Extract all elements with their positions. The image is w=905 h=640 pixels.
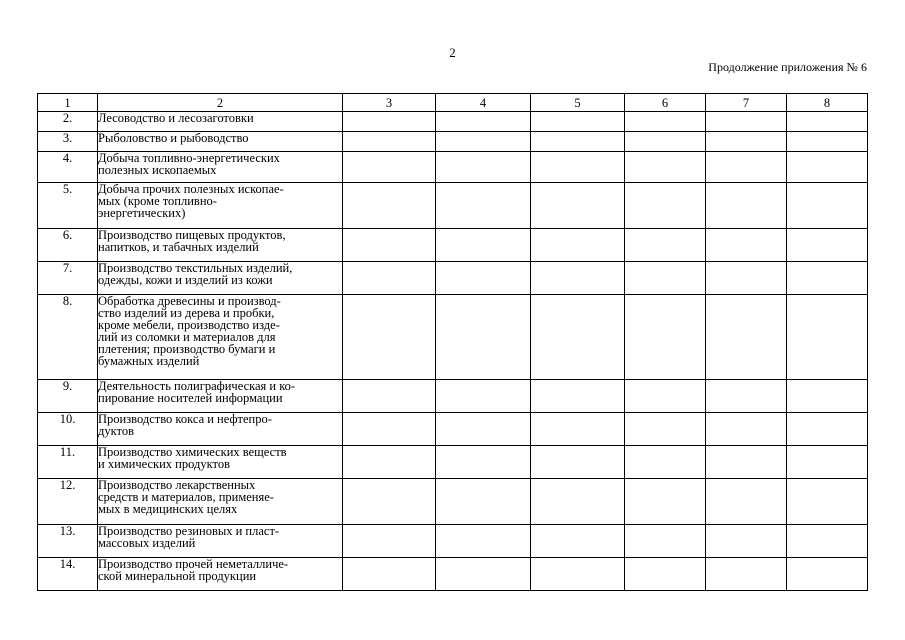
activity-name-line: Производство прочей неметалличе- (98, 557, 289, 571)
table-row (38, 132, 868, 152)
empty-cell-col-3 (343, 262, 436, 295)
activity-name-line: пирование носителей информации (98, 391, 283, 405)
empty-cell-col-8 (787, 380, 868, 413)
table-row (38, 413, 868, 446)
activity-name-line: плетения; производство бумаги и (98, 342, 276, 356)
empty-cell-col-7 (706, 446, 787, 479)
empty-cell-col-8 (787, 229, 868, 262)
activity-name-cell (98, 229, 343, 262)
empty-cell-col-6 (625, 229, 706, 262)
empty-cell-col-4 (436, 152, 531, 183)
empty-cell-col-6 (625, 295, 706, 380)
data-table (37, 93, 868, 591)
row-number-cell: 12. (38, 479, 98, 525)
row-number-cell: 10. (38, 413, 98, 446)
empty-cell-col-7 (706, 558, 787, 591)
activity-name-line: полезных ископаемых (98, 163, 217, 177)
empty-cell-col-3 (343, 152, 436, 183)
table-row (38, 183, 868, 229)
empty-cell-col-3 (343, 525, 436, 558)
empty-cell-col-8 (787, 479, 868, 525)
empty-cell-col-8 (787, 558, 868, 591)
column-header-2: 2 (98, 94, 343, 112)
empty-cell-col-7 (706, 479, 787, 525)
empty-cell-col-4 (436, 262, 531, 295)
activity-name-line: лий из соломки и материалов для (98, 330, 276, 344)
activity-name-line: мых (кроме топливно- (98, 194, 217, 208)
activity-name-cell (98, 380, 343, 413)
row-number-cell: 14. (38, 558, 98, 591)
activity-name-line: Добыча топливно-энергетических (98, 151, 280, 165)
empty-cell-col-8 (787, 525, 868, 558)
empty-cell-col-3 (343, 183, 436, 229)
column-number-row (38, 94, 868, 112)
empty-cell-col-7 (706, 229, 787, 262)
activity-name-line: Производство текстильных изделий, (98, 261, 293, 275)
empty-cell-col-8 (787, 152, 868, 183)
table-row (38, 380, 868, 413)
column-header-3: 3 (343, 94, 436, 112)
activity-name-line: Лесоводство и лесозаготовки (98, 111, 254, 125)
empty-cell-col-6 (625, 183, 706, 229)
empty-cell-col-3 (343, 413, 436, 446)
column-header-5: 5 (531, 94, 625, 112)
activity-name-line: Деятельность полиграфическая и ко- (98, 379, 296, 393)
activity-name-cell (98, 558, 343, 591)
table-row (38, 152, 868, 183)
table-row (38, 229, 868, 262)
column-header-6: 6 (625, 94, 706, 112)
activity-name-cell (98, 479, 343, 525)
empty-cell-col-5 (531, 132, 625, 152)
activity-name-line: Производство резиновых и пласт- (98, 524, 280, 538)
activity-name-cell (98, 446, 343, 479)
column-header-7: 7 (706, 94, 787, 112)
activity-name-line: мых в медицинских целях (98, 502, 238, 516)
empty-cell-col-5 (531, 229, 625, 262)
empty-cell-col-5 (531, 380, 625, 413)
activity-name-line: Производство лекарственных (98, 478, 256, 492)
empty-cell-col-5 (531, 152, 625, 183)
empty-cell-col-3 (343, 446, 436, 479)
empty-cell-col-8 (787, 413, 868, 446)
empty-cell-col-6 (625, 262, 706, 295)
row-number-cell: 9. (38, 380, 98, 413)
column-header-8: 8 (787, 94, 868, 112)
activity-name-line: средств и материалов, применяе- (98, 490, 274, 504)
row-number-cell: 4. (38, 152, 98, 183)
activity-name-line: бумажных изделий (98, 354, 200, 368)
activity-name-line: одежды, кожи и изделий из кожи (98, 273, 273, 287)
empty-cell-col-8 (787, 262, 868, 295)
activity-name-line: массовых изделий (98, 536, 196, 550)
activity-name-line: Производство пищевых продуктов, (98, 228, 286, 242)
activity-name-line: ской минеральной продукции (98, 569, 257, 583)
empty-cell-col-3 (343, 112, 436, 132)
activity-name-cell (98, 183, 343, 229)
activity-name-cell (98, 413, 343, 446)
empty-cell-col-8 (787, 446, 868, 479)
empty-cell-col-4 (436, 413, 531, 446)
empty-cell-col-7 (706, 295, 787, 380)
empty-cell-col-4 (436, 229, 531, 262)
row-number-cell: 2. (38, 112, 98, 132)
empty-cell-col-4 (436, 525, 531, 558)
empty-cell-col-3 (343, 479, 436, 525)
empty-cell-col-3 (343, 132, 436, 152)
activity-name-cell (98, 262, 343, 295)
empty-cell-col-7 (706, 152, 787, 183)
empty-cell-col-6 (625, 152, 706, 183)
empty-cell-col-7 (706, 525, 787, 558)
empty-cell-col-6 (625, 446, 706, 479)
empty-cell-col-4 (436, 295, 531, 380)
empty-cell-col-7 (706, 413, 787, 446)
empty-cell-col-7 (706, 380, 787, 413)
row-number-cell: 8. (38, 295, 98, 380)
empty-cell-col-3 (343, 380, 436, 413)
table-row (38, 295, 868, 380)
activity-name-line: дуктов (98, 424, 134, 438)
empty-cell-col-8 (787, 295, 868, 380)
empty-cell-col-8 (787, 183, 868, 229)
row-number-cell: 11. (38, 446, 98, 479)
activity-name-cell (98, 525, 343, 558)
empty-cell-col-5 (531, 525, 625, 558)
empty-cell-col-8 (787, 132, 868, 152)
activity-name-line: и химических продуктов (98, 457, 230, 471)
empty-cell-col-6 (625, 525, 706, 558)
table-row (38, 479, 868, 525)
activity-name-cell (98, 112, 343, 132)
activity-name-line: Добыча прочих полезных ископае- (98, 182, 284, 196)
empty-cell-col-4 (436, 380, 531, 413)
column-header-4: 4 (436, 94, 531, 112)
empty-cell-col-6 (625, 380, 706, 413)
empty-cell-col-5 (531, 183, 625, 229)
empty-cell-col-5 (531, 112, 625, 132)
empty-cell-col-7 (706, 262, 787, 295)
column-header-1: 1 (38, 94, 98, 112)
activity-name-line: Обработка древесины и производ- (98, 294, 281, 308)
activity-name-line: Рыболовство и рыбоводство (98, 131, 249, 145)
empty-cell-col-5 (531, 295, 625, 380)
empty-cell-col-7 (706, 112, 787, 132)
activity-name-line: напитков, и табачных изделий (98, 240, 259, 254)
table-row (38, 558, 868, 591)
empty-cell-col-5 (531, 479, 625, 525)
table-body (38, 112, 868, 591)
page-number: 2 (449, 45, 456, 60)
empty-cell-col-5 (531, 262, 625, 295)
empty-cell-col-4 (436, 112, 531, 132)
empty-cell-col-6 (625, 413, 706, 446)
empty-cell-col-4 (436, 479, 531, 525)
empty-cell-col-4 (436, 183, 531, 229)
continuation-label: Продолжение приложения № 6 (708, 60, 867, 74)
table-row (38, 262, 868, 295)
activity-name-line: кроме мебели, производство изде- (98, 318, 280, 332)
activity-name-cell (98, 132, 343, 152)
empty-cell-col-4 (436, 132, 531, 152)
row-number-cell: 7. (38, 262, 98, 295)
empty-cell-col-5 (531, 413, 625, 446)
empty-cell-col-6 (625, 558, 706, 591)
empty-cell-col-5 (531, 446, 625, 479)
empty-cell-col-6 (625, 132, 706, 152)
empty-cell-col-8 (787, 112, 868, 132)
empty-cell-col-6 (625, 112, 706, 132)
activity-name-line: Производство кокса и нефтепро- (98, 412, 272, 426)
empty-cell-col-3 (343, 295, 436, 380)
row-number-cell: 13. (38, 525, 98, 558)
empty-cell-col-7 (706, 183, 787, 229)
table-row (38, 525, 868, 558)
empty-cell-col-4 (436, 558, 531, 591)
table-row (38, 112, 868, 132)
empty-cell-col-5 (531, 558, 625, 591)
table-row (38, 446, 868, 479)
empty-cell-col-4 (436, 446, 531, 479)
row-number-cell: 3. (38, 132, 98, 152)
empty-cell-col-3 (343, 558, 436, 591)
empty-cell-col-3 (343, 229, 436, 262)
activity-name-cell (98, 152, 343, 183)
empty-cell-col-7 (706, 132, 787, 152)
row-number-cell: 6. (38, 229, 98, 262)
row-number-cell: 5. (38, 183, 98, 229)
activity-name-line: Производство химических веществ (98, 445, 287, 459)
empty-cell-col-6 (625, 479, 706, 525)
activity-name-line: энергетических) (98, 206, 186, 220)
activity-name-cell (98, 295, 343, 380)
activity-name-line: ство изделий из дерева и пробки, (98, 306, 275, 320)
